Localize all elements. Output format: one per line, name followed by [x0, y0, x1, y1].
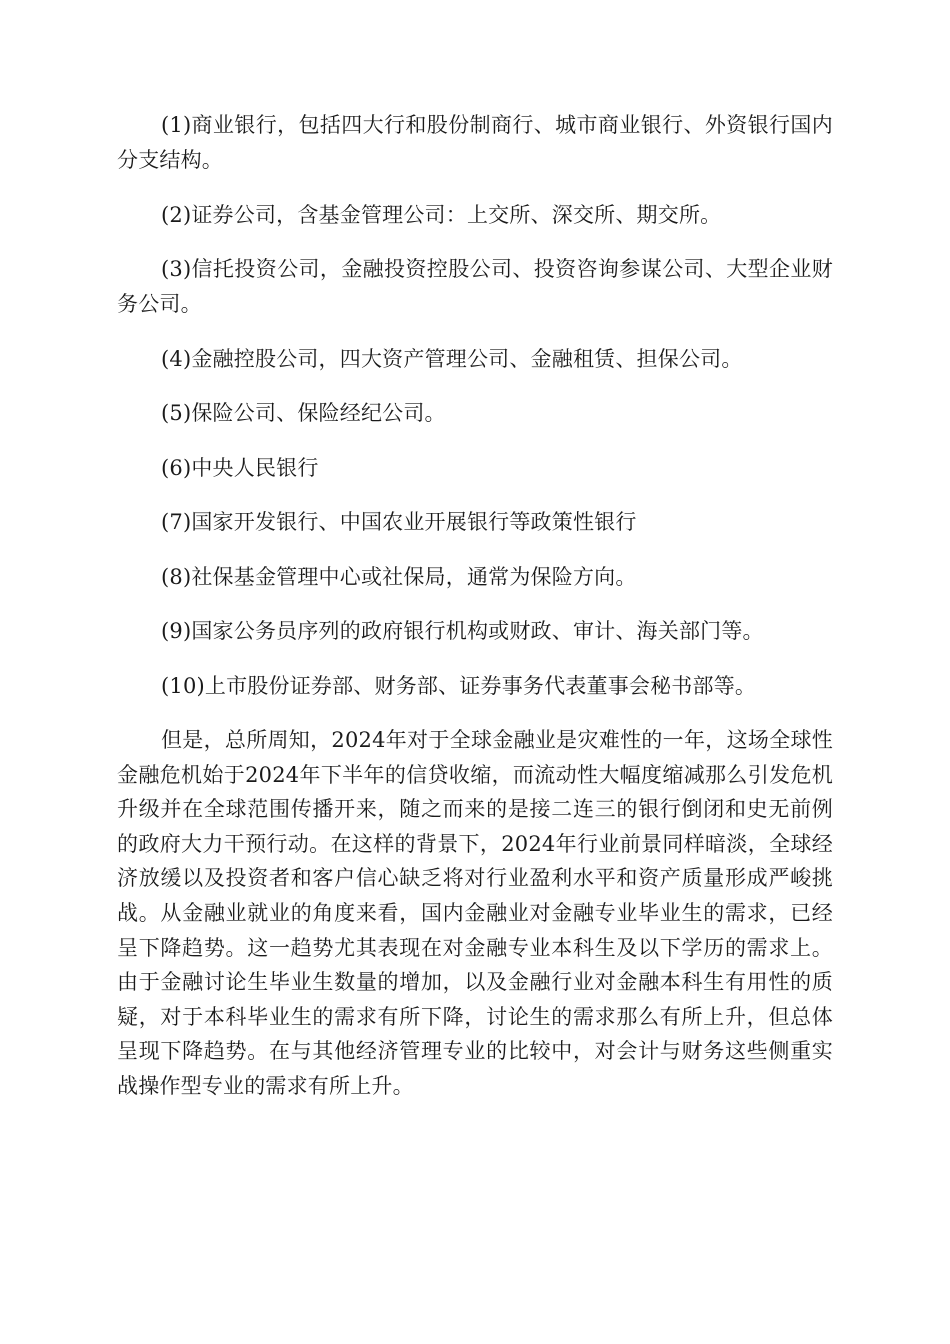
- list-item-10: (10)上市股份证券部、财务部、证券事务代表董事会秘书部等。: [161, 673, 757, 698]
- list-item-9: (9)国家公务员序列的政府银行机构或财政、审计、海关部门等。: [161, 619, 764, 643]
- list-item-1: (1)商业银行，包括四大行和股份制商行、城市商业银行、外资银行国内分支结构。: [117, 113, 833, 172]
- list-item-2: (2)证券公司，含基金管理公司：上交所、深交所、期交所。: [161, 202, 722, 227]
- body-paragraph: 但是，总所周知，2024年对于全球金融业是灾难性的一年，这场全球性金融危机始于2024年下半年的信贷收缩，而流动性大幅度缩减那么引发危机升级并在全球范围传播开来，随之而来的是接二连三的银行倒闭和史无前例的政府大力干预行动。在这样的背景下，2024年行业前景同样暗淡，全球经济放缓以及投资者和客户信心缺乏将对行业盈利水平和资产质量形成严峻挑战。从金融业就业的角度来看，国内金融业对金融专业毕业生的需求，已经呈下降趋势。这一趋势尤其表现在对金融专业本科生及以下学历的需求上。由于金融讨论生毕业生数量的增加，以及金融行业对金融本科生有用性的质疑，对于本科毕业生的需求有所下降，讨论生的需求那么有所上升，但总体呈现下降趋势。在与其他经济管理专业的比较中，对会计与财务这些侧重实战操作型专业的需求有所上升。: [117, 728, 833, 1098]
- list-item-4: (4)金融控股公司，四大资产管理公司、金融租赁、担保公司。: [161, 346, 743, 371]
- list-item-7: (7)国家开发银行、中国农业开展银行等政策性银行: [161, 510, 637, 534]
- list-item-8: (8)社保基金管理中心或社保局，通常为保险方向。: [161, 564, 637, 589]
- list-item-3: (3)信托投资公司，金融投资控股公司、投资咨询参谋公司、大型企业财务公司。: [117, 257, 833, 316]
- list-item-6: (6)中央人民银行: [161, 455, 319, 480]
- document-page: [117, 108, 833, 1104]
- list-item-5: (5)保险公司、保险经纪公司。: [161, 401, 446, 425]
